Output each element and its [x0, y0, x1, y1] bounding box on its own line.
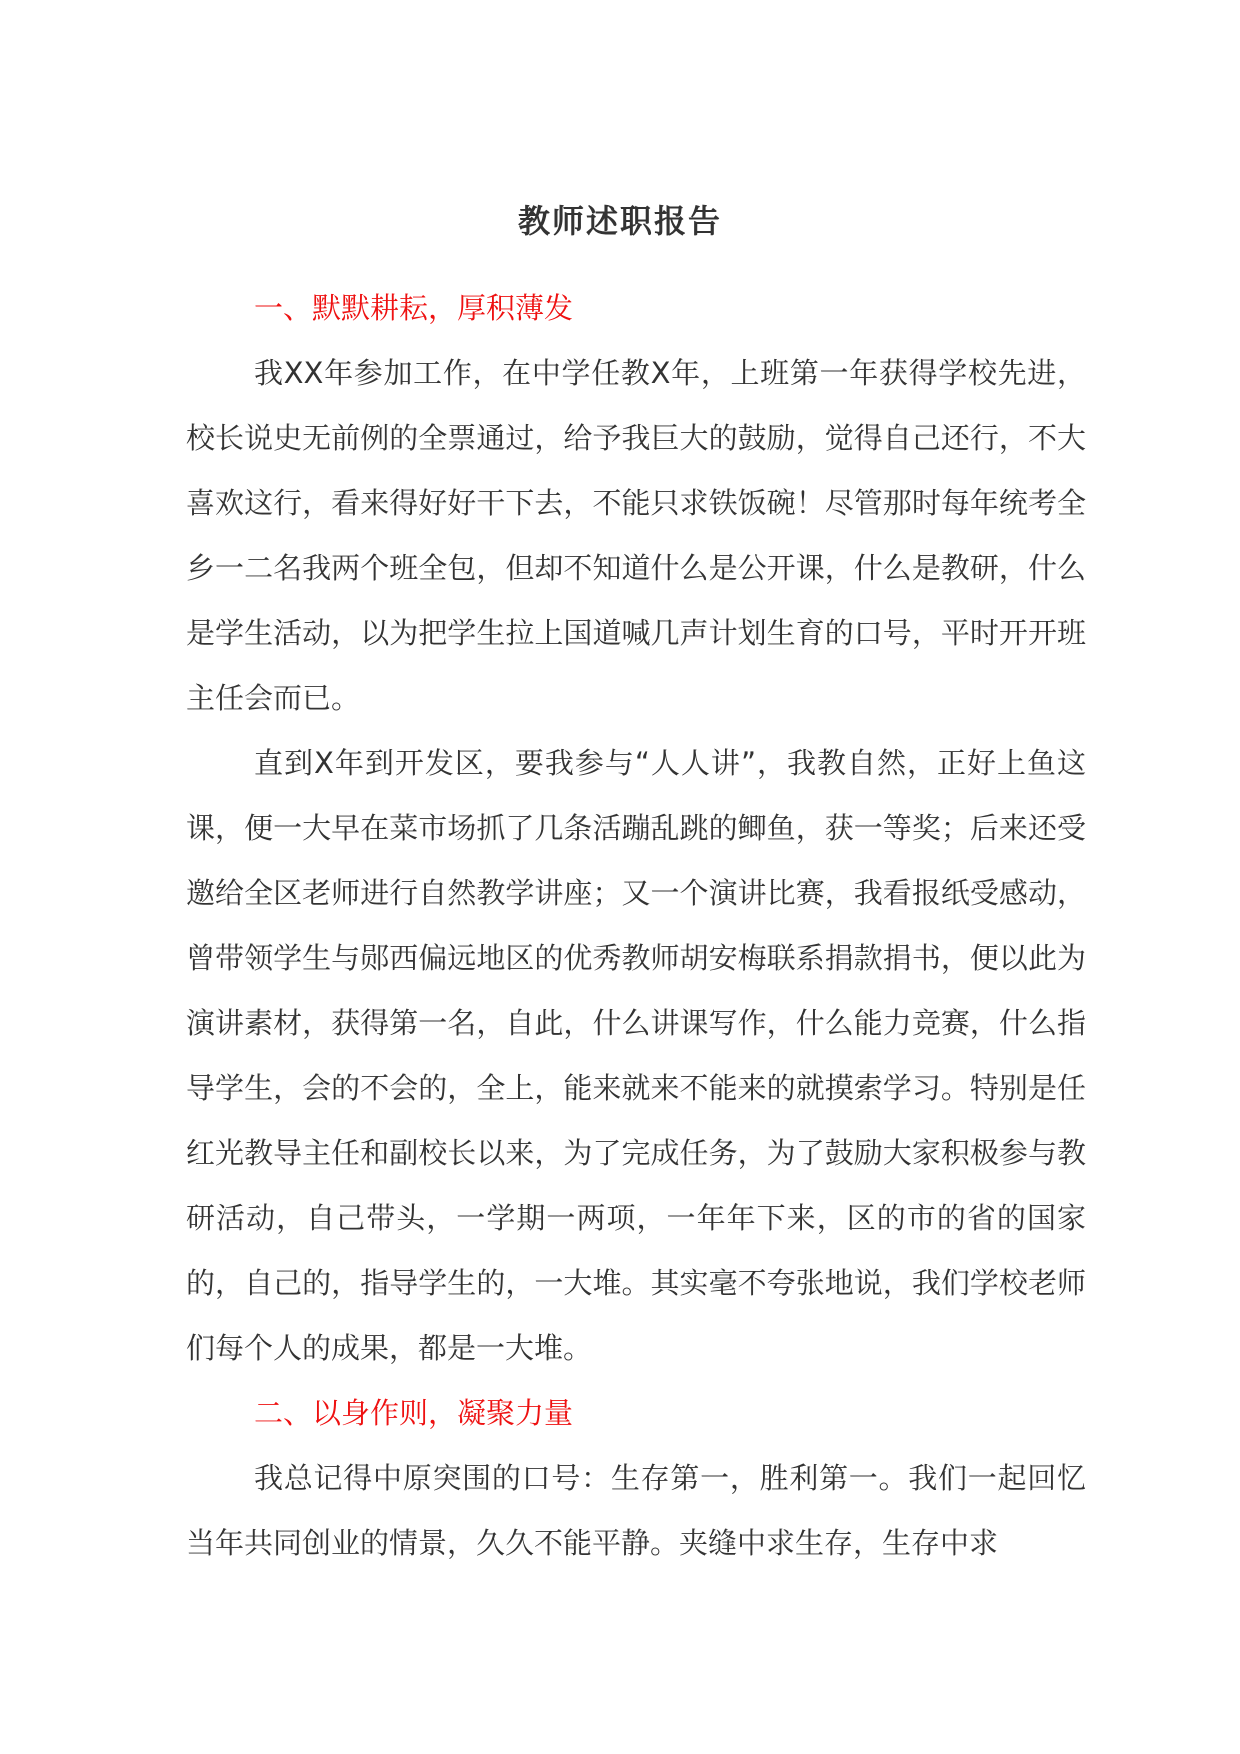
- document-body: [186, 276, 1086, 1576]
- section-heading-2: 二、以身作则，凝聚力量: [254, 1396, 574, 1430]
- paragraph-2: 直到X年到开发区，要我参与“人人讲”，我教自然，正好上鱼这课，便一大早在菜市场抓了几条活蹦乱跳的鲫鱼，获一等奖；后来还受邀给全区老师进行自然教学讲座；又一个演讲比赛，我看报纸受感动，曾带领学生与郧西偏远地区的优秀教师胡安梅联系捐款捐书，便以此为演讲素材，获得第一名，自此，什么讲课写作，什么能力竞赛，什么指导学生，会的不会的，全上，能来就来不能来的就摸索学习。特别是任红光教导主任和副校长以来，为了完成任务，为了鼓励大家积极参与教研活动，自己带头，一学期一两项，一年年下来，区的市的省的国家的，自己的，指导学生的，一大堆。其实毫不夸张地说，我们学校老师们每个人的成果，都是一大堆。: [186, 746, 1086, 1365]
- paragraph-3: 我总记得中原突围的口号：生存第一，胜利第一。我们一起回忆当年共同创业的情景，久久不能平静。夹缝中求生存，生存中求: [186, 1461, 1086, 1560]
- section-heading-1: 一、默默耕耘，厚积薄发: [254, 291, 574, 325]
- page-title: 教师述职报告: [517, 202, 722, 240]
- paragraph-1: 我XX年参加工作，在中学任教X年，上班第一年获得学校先进，校长说史无前例的全票通过，给予我巨大的鼓励，觉得自己还行，不大喜欢这行，看来得好好干下去，不能只求铁饭碗！尽管那时每年统考全乡一二名我两个班全包，但却不知道什么是公开课，什么是教研，什么是学生活动，以为把学生拉上国道喊几声计划生育的口号，平时开开班主任会而已。: [186, 356, 1086, 715]
